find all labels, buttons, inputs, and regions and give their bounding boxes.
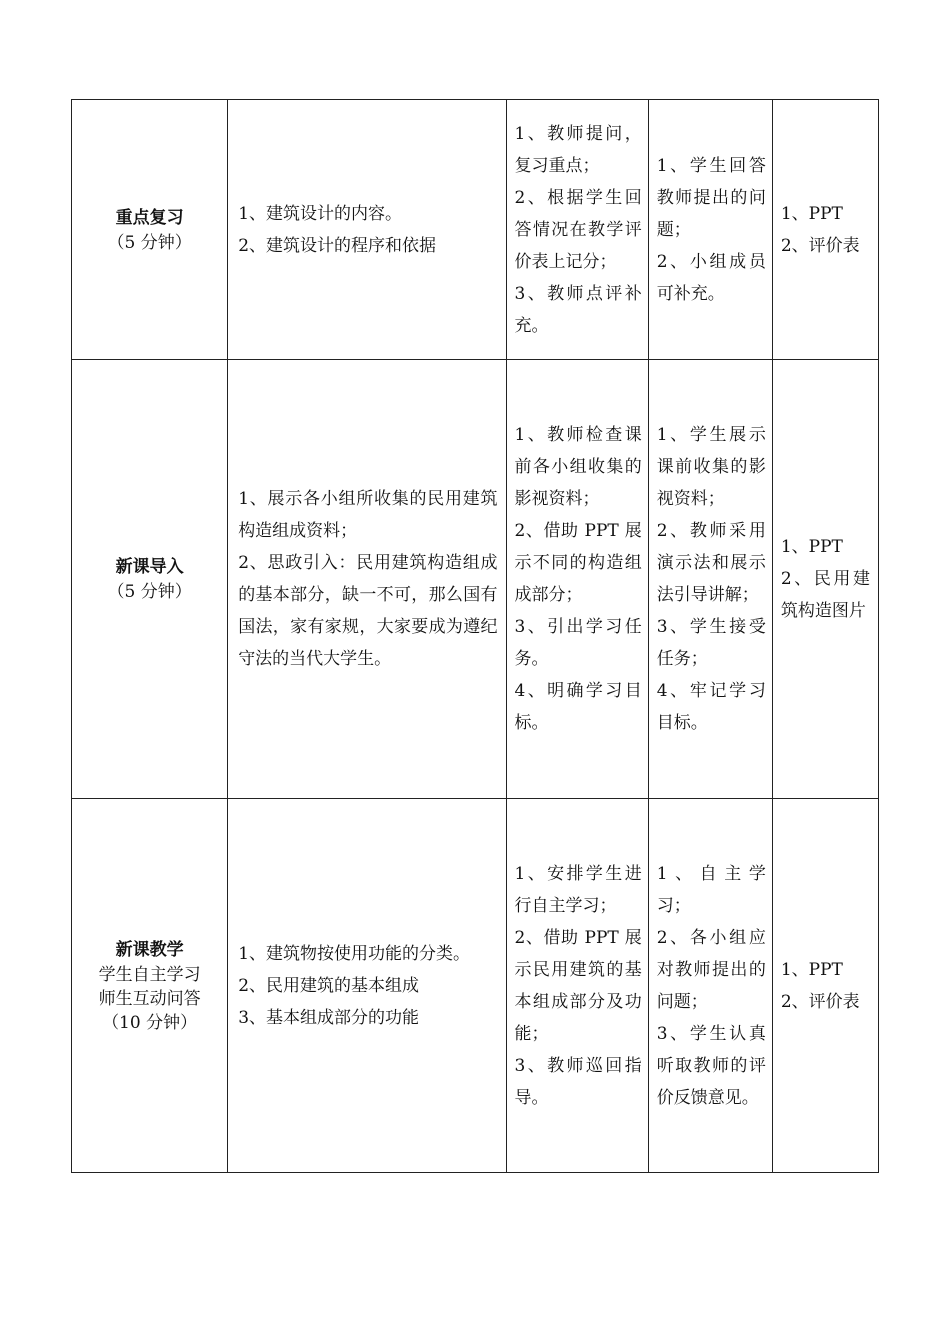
student-activity-cell xyxy=(648,360,772,799)
student-item: 4、牢记学习目标。 xyxy=(656,681,766,733)
teacher-item: 4、明确学习目标。 xyxy=(514,681,642,733)
content-item: 2、民用建筑的基本组成 xyxy=(238,975,420,996)
student-item: 1、学生回答教师提出的问题； xyxy=(656,155,766,240)
teacher-activity-cell xyxy=(506,100,648,360)
resource-cell xyxy=(772,100,878,360)
content-cell xyxy=(228,799,506,1173)
stage-method: 师生互动问答 xyxy=(98,988,201,1009)
stage-cell xyxy=(72,799,228,1173)
content-item: 1、展示各小组所收集的民用建筑构造组成资料； xyxy=(238,489,498,541)
resource-item: 2、民用建筑构造图片 xyxy=(780,569,870,621)
resource-cell xyxy=(772,799,878,1173)
teacher-item: 3、教师巡回指导。 xyxy=(514,1055,642,1108)
teacher-item: 3、教师点评补充。 xyxy=(514,283,642,336)
student-item: 2、教师采用演示法和展示法引导讲解； xyxy=(656,521,766,605)
stage-duration: （10 分钟） xyxy=(102,1012,198,1033)
content-item: 1、建筑物按使用功能的分类。 xyxy=(238,943,471,964)
teacher-item: 2、根据学生回答情况在教学评价表上记分； xyxy=(514,187,642,272)
teacher-item: 1、教师检查课前各小组收集的影视资料； xyxy=(514,425,642,509)
student-item: 3、学生认真听取教师的评价反馈意见。 xyxy=(656,1023,766,1108)
student-item: 1、自主学习； xyxy=(656,863,766,916)
table-row-review xyxy=(72,100,879,360)
teacher-item: 3、引出学习任务。 xyxy=(514,617,642,669)
content-item: 1、建筑设计的内容。 xyxy=(238,203,403,224)
teacher-item: 2、借助 PPT 展示民用建筑的基本组成部分及功能； xyxy=(514,927,642,1044)
stage-title: 新课教学 xyxy=(115,939,184,960)
student-item: 3、学生接受任务； xyxy=(656,617,766,669)
student-item: 2、小组成员可补充。 xyxy=(656,251,766,304)
stage-title: 新课导入 xyxy=(115,557,184,577)
student-activity-cell xyxy=(648,100,772,360)
resource-item: 1、PPT xyxy=(780,537,843,557)
teacher-activity-cell xyxy=(506,360,648,799)
teacher-item: 1、安排学生进行自主学习； xyxy=(514,863,642,916)
stage-duration: （5 分钟） xyxy=(107,232,192,253)
content-cell xyxy=(228,360,506,799)
table-row-intro xyxy=(72,360,879,799)
resource-item: 2、评价表 xyxy=(780,235,860,256)
resource-item: 2、评价表 xyxy=(780,991,860,1012)
stage-cell xyxy=(72,100,228,360)
student-item: 2、各小组应对教师提出的问题； xyxy=(656,927,766,1012)
content-item: 2、思政引入：民用建筑构造组成的基本部分，缺一不可，那么国有国法，家有家规，大家要成为遵纪守法的当代大学生。 xyxy=(238,553,498,669)
content-item: 3、基本组成部分的功能 xyxy=(238,1007,420,1028)
student-item: 1、学生展示课前收集的影视资料； xyxy=(656,425,766,509)
resource-item: 1、PPT xyxy=(780,959,843,980)
stage-title: 重点复习 xyxy=(115,207,184,228)
teacher-item: 1、教师提问，复习重点； xyxy=(514,123,642,176)
teacher-activity-cell xyxy=(506,799,648,1173)
content-item: 2、建筑设计的程序和依据 xyxy=(238,235,437,256)
stage-cell xyxy=(72,360,228,799)
stage-method: 学生自主学习 xyxy=(98,964,201,985)
teacher-item: 2、借助 PPT 展示不同的构造组成部分； xyxy=(514,521,642,605)
content-cell xyxy=(228,100,506,360)
table-row-teaching xyxy=(72,799,879,1173)
lesson-plan-table xyxy=(71,99,879,1173)
stage-duration: （5 分钟） xyxy=(107,582,192,602)
student-activity-cell xyxy=(648,799,772,1173)
resource-item: 1、PPT xyxy=(780,203,843,224)
resource-cell xyxy=(772,360,878,799)
